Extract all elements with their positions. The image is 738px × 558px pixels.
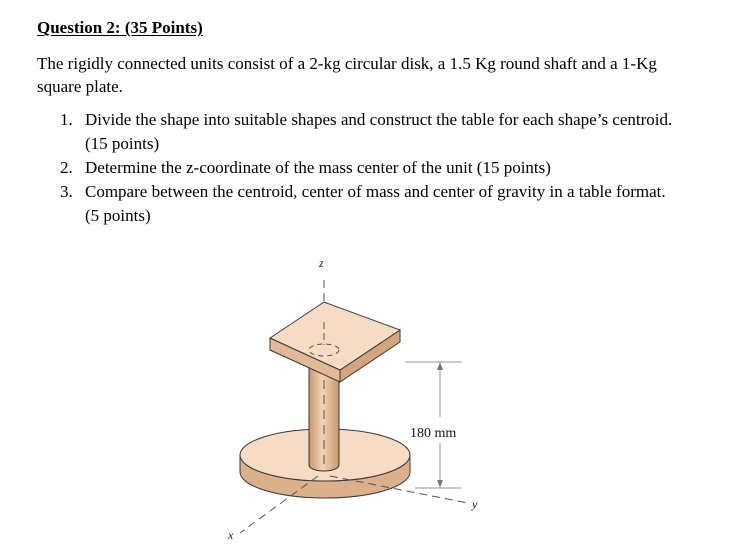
dimension-label: 180 mm [410, 426, 457, 441]
task-item [60, 180, 680, 228]
task-number: 3. [60, 182, 73, 201]
question-intro: The rigidly connected units consist of a 2-kg circular disk, a 1.5 Kg round shaft and a 1-Kg square plate. [37, 54, 657, 96]
x-axis-label: x [228, 528, 234, 542]
plate-top [270, 302, 400, 370]
task-list [60, 108, 680, 228]
task-item [60, 108, 680, 156]
task-text: Divide the shape into suitable shapes and construct the table for each shape’s centroid. (15 points) [85, 110, 673, 153]
task-number: 2. [60, 158, 73, 177]
task-text: Compare between the centroid, center of mass and center of gravity in a table format. (5 points) [85, 182, 666, 225]
y-axis-label: y [472, 497, 478, 511]
task-number: 1. [60, 110, 73, 129]
assembly-figure [200, 250, 520, 555]
dimension-arrow-bottom [437, 480, 443, 488]
task-item [60, 156, 680, 180]
assembly-drawing [200, 250, 520, 555]
task-text: Determine the z-coordinate of the mass center of the unit (15 points) [85, 158, 551, 177]
question-heading: Question 2: (35 Points) [37, 18, 203, 37]
dimension-arrow-top [437, 362, 443, 370]
z-axis-label: z [319, 256, 324, 270]
